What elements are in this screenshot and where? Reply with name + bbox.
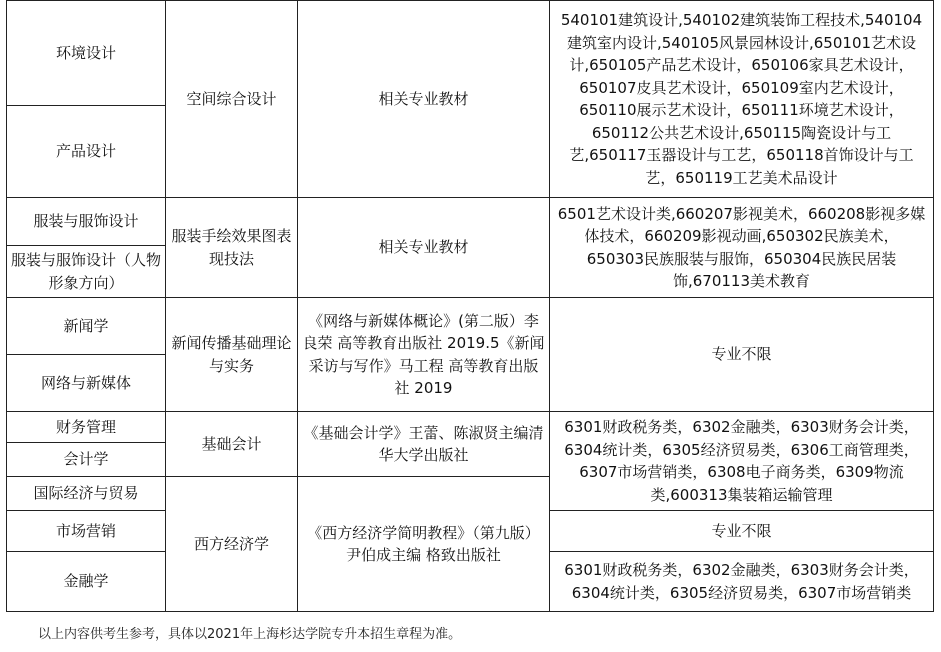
requirement-cell: 专业不限: [550, 298, 934, 412]
major-cell: 网络与新媒体: [6, 355, 166, 412]
subject-cell: 西方经济学: [166, 477, 298, 612]
footnote: 以上内容供考生参考，具体以2021年上海杉达学院专升本招生章程为准。: [38, 627, 462, 642]
materials-cell: 相关专业教材: [298, 198, 550, 298]
materials-cell: 相关专业教材: [298, 0, 550, 198]
subject-cell: 基础会计: [166, 412, 298, 477]
requirement-cell: 6301财政税务类，6302金融类，6303财务会计类，6304统计类，6305经济贸易类，6307市场营销类: [550, 552, 934, 612]
major-cell: 会计学: [6, 443, 166, 477]
requirement-cell: 540101建筑设计,540102建筑装饰工程技术,540104建筑室内设计,540105风景园林设计,650101艺术设计,650105产品艺术设计，650106家具艺术设计，650107皮具艺术设计，650109室内艺术设计，650110展示艺术设计，650111环境艺术设计，650112公共艺术设计,650115陶瓷设计与工艺,650117玉器设计与工艺，650118首饰设计与工艺，650119工艺美术品设计: [550, 0, 934, 198]
subject-cell: 空间综合设计: [166, 0, 298, 198]
major-cell: 产品设计: [6, 106, 166, 198]
subject-cell: 新闻传播基础理论与实务: [166, 298, 298, 412]
materials-cell: 《网络与新媒体概论》(第二版）李良荣 高等教育出版社 2019.5《新闻采访与写作》马工程 高等教育出版社 2019: [298, 298, 550, 412]
requirement-cell: 6501艺术设计类,660207影视美术，660208影视多媒体技术，660209影视动画,650302民族美术，650303民族服装与服饰，650304民族民居装饰,670113美术教育: [550, 198, 934, 298]
major-cell: 环境设计: [6, 0, 166, 106]
admission-table: [6, 0, 934, 612]
subject-cell: 服装手绘效果图表现技法: [166, 198, 298, 298]
materials-cell: 《西方经济学简明教程》（第九版）尹伯成主编 格致出版社: [298, 477, 550, 612]
materials-cell: 《基础会计学》王蕾、陈淑贤主编清华大学出版社: [298, 412, 550, 477]
major-cell: 服装与服饰设计（人物形象方向）: [6, 246, 166, 298]
major-cell: 市场营销: [6, 511, 166, 552]
major-cell: 服装与服饰设计: [6, 198, 166, 246]
major-cell: 金融学: [6, 552, 166, 612]
major-cell: 财务管理: [6, 412, 166, 443]
requirement-cell: 6301财政税务类，6302金融类，6303财务会计类，6304统计类，6305经济贸易类，6306工商管理类，6307市场营销类，6308电子商务类，6309物流类,600313集装箱运输管理: [550, 412, 934, 511]
major-cell: 国际经济与贸易: [6, 477, 166, 511]
major-cell: 新闻学: [6, 298, 166, 355]
requirement-cell: 专业不限: [550, 511, 934, 552]
